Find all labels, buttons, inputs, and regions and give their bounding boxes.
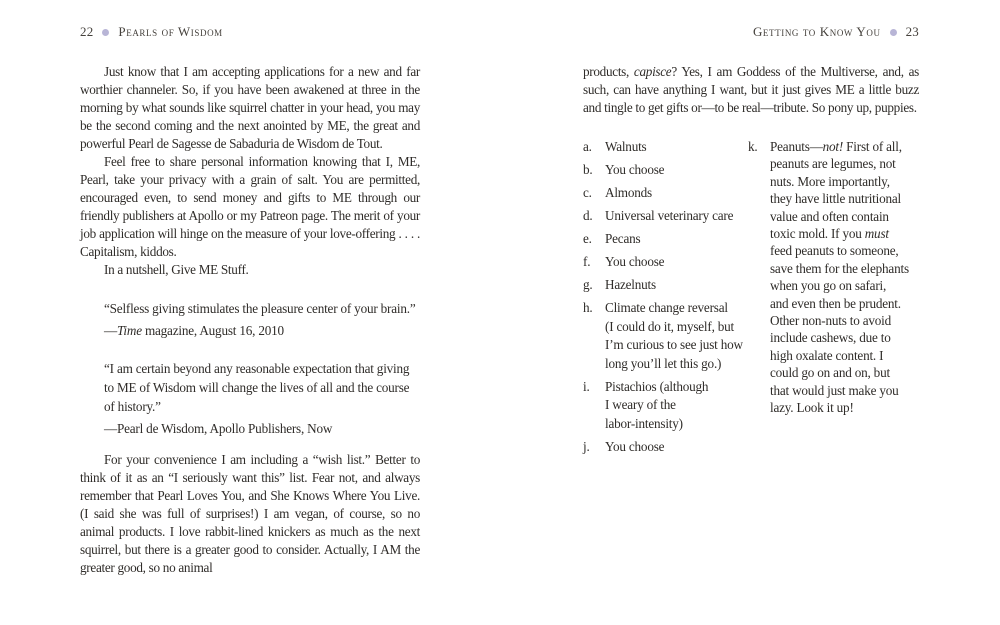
list-item-text [605, 276, 656, 295]
list-item-text [605, 378, 708, 434]
text-line: “I am certain beyond any reasonable expectation that giving [104, 361, 410, 376]
list-item-letter: h. [583, 300, 593, 315]
text-line: labor-intensity) [605, 415, 683, 431]
text-line: include cashews, due to [770, 330, 891, 346]
page-body-right [583, 63, 919, 456]
text-line: Walnuts [605, 139, 647, 154]
page-right [583, 25, 919, 461]
page-left [80, 25, 420, 577]
list-item-letter: b. [583, 162, 593, 177]
list-item-text [605, 184, 652, 203]
list-item-letter: j. [583, 438, 590, 454]
text-line: value and often contain [770, 208, 889, 224]
text-line: I weary of the [605, 397, 676, 412]
text-line: You choose [605, 438, 665, 454]
text-line: Pecans [605, 231, 641, 246]
quote-attribution: —Pearl de Wisdom, Apollo Publishers, Now [104, 421, 333, 436]
list-item-text [605, 138, 647, 157]
wish-list-item [583, 438, 748, 457]
wish-list-item [583, 161, 748, 180]
wish-list-item [583, 207, 748, 226]
text-line: lazy. Look it up! [770, 400, 854, 416]
list-item-text [605, 230, 640, 249]
quote-attribution: —Time magazine, August 16, 2010 [104, 323, 284, 338]
wish-list-item [583, 184, 748, 203]
text-line: feed peanuts to someone, [770, 243, 899, 259]
running-title-right: Getting to Know You [752, 24, 881, 39]
text-line: (I could do it, myself, but [605, 318, 735, 334]
paragraph-wish-list-intro: For your convenience I am including a “wish list.” Better to think of it as an “I seriously want this” list. Fear not, and always remember that Pearl Loves You, and She Knows Where You Live. (I said she was full of surprises!) I am vegan, of course, so no animal products. I love rabbit-lined knickers as much as the next squirrel, but there is a greater good to consider. Actually, I AM the greater good, so no animal [80, 452, 420, 575]
list-item-letter: d. [583, 208, 593, 223]
text-line: when you go on safari, [770, 278, 887, 294]
text-line: Hazelnuts [605, 277, 656, 292]
text-line: and even then be prudent. [770, 295, 901, 311]
text-line: peanuts are legumes, not [770, 156, 896, 172]
list-item-letter: f. [583, 254, 591, 269]
text-line: high oxalate content. I [770, 347, 884, 363]
list-item-letter: c. [583, 185, 592, 200]
list-item-text [605, 253, 664, 272]
list-item-letter: g. [583, 277, 593, 292]
text-line: You choose [605, 254, 665, 269]
list-item-letter: e. [583, 231, 592, 246]
list-item-text [770, 138, 909, 417]
page-number-right: 23 [905, 24, 919, 39]
wish-list [583, 138, 919, 456]
wish-list-item [583, 276, 748, 295]
text-line: “Selfless giving stimulates the pleasure center of your brain.” [104, 301, 416, 316]
text-line: to ME of Wisdom will change the lives of all and the course [104, 380, 410, 395]
text-line: could go on and on, but [770, 365, 890, 381]
text-line: Pistachios (although [605, 378, 709, 394]
bullet-separator-icon [102, 29, 109, 36]
running-head-left [80, 25, 420, 39]
list-item-letter: k. [748, 139, 758, 154]
paragraph-privacy: Feel free to share personal information knowing that I, ME, Pearl, take your privacy with a grain of salt. You are permitted, encouraged even, to send money and gifts to ME through our friendly publishers at Apollo or my Patreon page. The merit of your job application will hinge on the measure of your love-offering . . . . Capitalism, kiddos. [80, 154, 420, 259]
quote-lines [104, 299, 420, 318]
text-line: nuts. More importantly, [770, 173, 890, 189]
running-head-right [583, 25, 919, 39]
list-item-text [605, 299, 743, 373]
wish-list-item [748, 138, 919, 417]
text-line: You choose [605, 162, 665, 177]
text-line: Climate change reversal [605, 300, 728, 315]
text-line: Peanuts—not! First of all, [770, 139, 902, 154]
paragraph-tribute: products, capisce? Yes, I am Goddess of the Multiverse, and, as such, can have anything I want, but it just gives ME a little buzz and tingle to get gifts or—to be real—tribute. So pony up, puppies. [583, 64, 919, 115]
wish-list-item [583, 230, 748, 249]
text-line: that would just make you [770, 382, 899, 398]
quote-certain-expectation [104, 359, 420, 438]
text-line: of history.” [104, 399, 161, 414]
paragraph-nutshell: In a nutshell, Give ME Stuff. [104, 262, 249, 277]
paragraph-applications: Just know that I am accepting applications for a new and far worthier channeler. So, if you have been awakened at three in the morning by what sounds like squirrel chatter in your head, you may be the second coming and the next anointed by ME, the great and powerful Pearl de Sagesse de Sabaduria de Wisdom de Tout. [80, 64, 420, 151]
list-item-letter: i. [583, 378, 590, 394]
text-line: they have little nutritional [770, 191, 902, 207]
list-item-text [605, 438, 664, 457]
text-line: Universal veterinary care [605, 208, 734, 223]
wish-list-item [583, 299, 748, 373]
text-line: Other non-nuts to avoid [770, 313, 892, 329]
wish-list-column-a [583, 138, 748, 456]
list-item-text [605, 207, 733, 226]
bullet-separator-icon [890, 29, 897, 36]
quote-selfless-giving [104, 299, 420, 340]
text-line: save them for the elephants [770, 260, 909, 276]
running-title-left: Pearls of Wisdom [118, 24, 223, 39]
quote-lines [104, 359, 420, 416]
text-line: I’m curious to see just how [605, 337, 743, 352]
wish-list-item [583, 378, 748, 434]
text-line: long you’ll let this go.) [605, 355, 722, 371]
list-item-letter: a. [583, 139, 592, 154]
page-body-left [80, 63, 420, 577]
wish-list-item [583, 253, 748, 272]
wish-list-item [583, 138, 748, 157]
text-line: Almonds [605, 185, 652, 200]
text-line: toxic mold. If you must [770, 226, 889, 242]
wish-list-column-b [748, 138, 919, 421]
list-item-text [605, 161, 664, 180]
page-number-left: 22 [80, 24, 94, 39]
